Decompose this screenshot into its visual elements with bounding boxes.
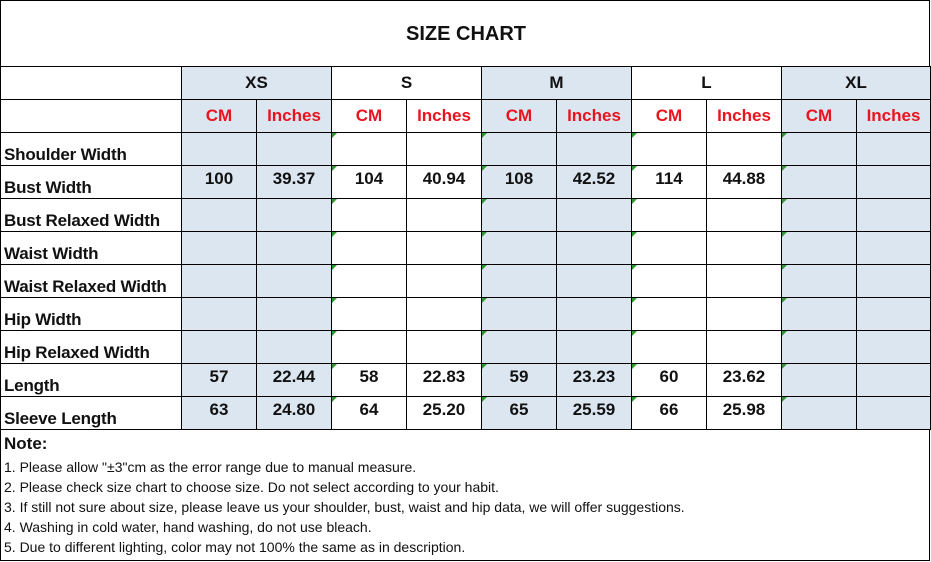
table-cell (407, 265, 482, 298)
table-cell (857, 364, 931, 397)
unit-corner-cell (1, 100, 182, 133)
table-cell (257, 265, 332, 298)
cell-marker-icon (632, 265, 637, 270)
table-cell (557, 199, 632, 232)
table-cell (782, 298, 857, 331)
table-cell (632, 232, 707, 265)
table-cell (407, 397, 482, 430)
row-label: Waist Relaxed Width (1, 265, 182, 298)
table-cell (782, 166, 857, 199)
row-label: Hip Relaxed Width (1, 331, 182, 364)
table-row (1, 298, 931, 331)
cell-value: 65 (509, 400, 529, 419)
cell-marker-icon (332, 133, 337, 138)
cell-value: 22.44 (272, 367, 316, 386)
table-cell (257, 166, 332, 199)
notes-heading: Note: (4, 434, 48, 453)
cell-value: 60 (659, 367, 679, 386)
cell-marker-icon (332, 364, 337, 369)
cell-marker-icon (482, 331, 487, 336)
table-cell (782, 397, 857, 430)
table-cell (182, 166, 257, 199)
table-cell (557, 232, 632, 265)
size-table (0, 66, 931, 430)
cell-marker-icon (482, 166, 487, 171)
table-cell (407, 199, 482, 232)
cell-marker-icon (332, 298, 337, 303)
row-label: Length (1, 364, 182, 397)
cell-value: 58 (359, 367, 379, 386)
cell-marker-icon (632, 397, 637, 402)
cell-marker-icon (632, 133, 637, 138)
table-cell (332, 199, 407, 232)
note-line-3: 3. If still not sure about size, please leave us your shoulder, bust, waist and hip data, we will offer suggestions. (4, 499, 685, 515)
unit-inches-xl: Inches (857, 100, 931, 133)
cell-marker-icon (332, 166, 337, 171)
cell-value: 57 (209, 367, 229, 386)
table-cell (557, 298, 632, 331)
cell-marker-icon (482, 298, 487, 303)
table-cell (857, 133, 931, 166)
table-cell (257, 133, 332, 166)
cell-value: 44.88 (722, 169, 766, 188)
table-cell (857, 397, 931, 430)
table-cell (857, 331, 931, 364)
table-cell (707, 199, 782, 232)
cell-marker-icon (632, 331, 637, 336)
cell-marker-icon (632, 232, 637, 237)
cell-marker-icon (782, 133, 787, 138)
cell-marker-icon (632, 364, 637, 369)
table-cell (632, 265, 707, 298)
table-cell (482, 397, 557, 430)
table-cell (332, 364, 407, 397)
table-row (1, 232, 931, 265)
table-cell (782, 133, 857, 166)
table-cell (257, 199, 332, 232)
table-cell (332, 397, 407, 430)
notes-section (0, 430, 930, 561)
cell-marker-icon (782, 265, 787, 270)
cell-marker-icon (482, 397, 487, 402)
table-cell (182, 133, 257, 166)
size-table-body (1, 67, 931, 430)
size-header-m: M (482, 67, 632, 100)
table-cell (557, 133, 632, 166)
table-cell (707, 298, 782, 331)
row-label: Bust Relaxed Width (1, 199, 182, 232)
table-cell (482, 298, 557, 331)
note-line-4: 4. Washing in cold water, hand washing, do not use bleach. (4, 519, 372, 535)
cell-value: 42.52 (572, 169, 616, 188)
table-cell (257, 232, 332, 265)
cell-value: 40.94 (422, 169, 466, 188)
table-cell (707, 364, 782, 397)
table-cell (857, 298, 931, 331)
unit-cm-xl: CM (782, 100, 857, 133)
table-cell (782, 331, 857, 364)
table-cell (632, 166, 707, 199)
cell-marker-icon (782, 199, 787, 204)
table-cell (707, 232, 782, 265)
cell-value: 66 (659, 400, 679, 419)
row-label: Bust Width (1, 166, 182, 199)
table-cell (632, 199, 707, 232)
table-cell (707, 166, 782, 199)
table-cell (407, 232, 482, 265)
table-row (1, 397, 931, 430)
cell-marker-icon (632, 199, 637, 204)
table-cell (632, 133, 707, 166)
cell-value: 63 (209, 400, 229, 419)
size-header-row (1, 67, 931, 100)
table-cell (482, 232, 557, 265)
table-cell (782, 364, 857, 397)
cell-marker-icon (482, 265, 487, 270)
table-cell (257, 397, 332, 430)
table-cell (182, 397, 257, 430)
cell-value: 100 (204, 169, 234, 188)
row-label: Hip Width (1, 298, 182, 331)
table-cell (257, 364, 332, 397)
cell-marker-icon (332, 331, 337, 336)
table-cell (632, 331, 707, 364)
table-cell (857, 166, 931, 199)
cell-value: 23.62 (722, 367, 766, 386)
table-cell (857, 232, 931, 265)
table-cell (707, 265, 782, 298)
unit-inches-l: Inches (707, 100, 782, 133)
table-cell (182, 199, 257, 232)
table-row (1, 364, 931, 397)
chart-title: SIZE CHART (1, 1, 931, 68)
cell-marker-icon (632, 298, 637, 303)
unit-inches-m: Inches (557, 100, 632, 133)
cell-value: 64 (359, 400, 379, 419)
table-cell (407, 298, 482, 331)
unit-inches-xs: Inches (257, 100, 332, 133)
table-cell (482, 364, 557, 397)
cell-marker-icon (332, 265, 337, 270)
table-cell (482, 133, 557, 166)
table-cell (332, 133, 407, 166)
table-cell (557, 166, 632, 199)
size-header-xs: XS (182, 67, 332, 100)
row-label: Shoulder Width (1, 133, 182, 166)
table-cell (407, 133, 482, 166)
table-cell (482, 265, 557, 298)
cell-marker-icon (332, 199, 337, 204)
table-cell (557, 364, 632, 397)
cell-value: 25.98 (722, 400, 766, 419)
cell-marker-icon (782, 397, 787, 402)
table-cell (332, 265, 407, 298)
cell-marker-icon (782, 298, 787, 303)
cell-marker-icon (332, 232, 337, 237)
table-row (1, 265, 931, 298)
cell-value: 23.23 (572, 367, 616, 386)
note-line-5: 5. Due to different lighting, color may not 100% the same as in description. (4, 539, 466, 555)
unit-cm-xs: CM (182, 100, 257, 133)
table-cell (407, 331, 482, 364)
cell-value: 39.37 (272, 169, 316, 188)
table-row (1, 199, 931, 232)
cell-value: 25.59 (572, 400, 616, 419)
cell-marker-icon (632, 166, 637, 171)
cell-marker-icon (482, 133, 487, 138)
cell-marker-icon (782, 232, 787, 237)
table-row (1, 133, 931, 166)
table-cell (782, 232, 857, 265)
cell-marker-icon (482, 364, 487, 369)
cell-marker-icon (482, 232, 487, 237)
table-cell (707, 331, 782, 364)
table-cell (182, 298, 257, 331)
unit-header-row (1, 100, 931, 133)
table-cell (332, 331, 407, 364)
table-cell (407, 364, 482, 397)
table-row (1, 166, 931, 199)
table-cell (482, 331, 557, 364)
cell-value: 24.80 (272, 400, 316, 419)
size-header-l: L (632, 67, 782, 100)
unit-cm-m: CM (482, 100, 557, 133)
table-cell (332, 232, 407, 265)
table-row (1, 331, 931, 364)
size-header-xl: XL (782, 67, 931, 100)
cell-marker-icon (782, 331, 787, 336)
cell-value: 108 (504, 169, 534, 188)
table-cell (482, 166, 557, 199)
unit-cm-l: CM (632, 100, 707, 133)
cell-marker-icon (332, 397, 337, 402)
cell-value: 114 (655, 169, 683, 188)
table-cell (257, 331, 332, 364)
cell-marker-icon (782, 364, 787, 369)
cell-marker-icon (482, 199, 487, 204)
cell-marker-icon (782, 166, 787, 171)
table-cell (182, 265, 257, 298)
row-label: Waist Width (1, 232, 182, 265)
corner-cell (1, 67, 182, 100)
size-header-s: S (332, 67, 482, 100)
table-cell (182, 364, 257, 397)
table-cell (857, 199, 931, 232)
table-cell (557, 397, 632, 430)
table-cell (632, 364, 707, 397)
cell-value: 25.20 (422, 400, 466, 419)
table-cell (407, 166, 482, 199)
table-cell (332, 298, 407, 331)
table-cell (332, 166, 407, 199)
cell-value: 104 (354, 169, 384, 188)
table-cell (632, 397, 707, 430)
unit-inches-s: Inches (407, 100, 482, 133)
cell-value: 59 (509, 367, 529, 386)
table-cell (782, 265, 857, 298)
table-cell (557, 265, 632, 298)
table-cell (707, 397, 782, 430)
table-cell (182, 232, 257, 265)
table-cell (782, 199, 857, 232)
row-label: Sleeve Length (1, 397, 182, 430)
table-cell (182, 331, 257, 364)
cell-value: 22.83 (422, 367, 466, 386)
note-line-2: 2. Please check size chart to choose size. Do not select according to your habit. (4, 479, 499, 495)
note-line-1: 1. Please allow "±3"cm as the error range due to manual measure. (4, 459, 417, 475)
unit-cm-s: CM (332, 100, 407, 133)
table-cell (482, 199, 557, 232)
table-cell (257, 298, 332, 331)
table-cell (857, 265, 931, 298)
table-cell (707, 133, 782, 166)
table-cell (632, 298, 707, 331)
table-cell (557, 331, 632, 364)
